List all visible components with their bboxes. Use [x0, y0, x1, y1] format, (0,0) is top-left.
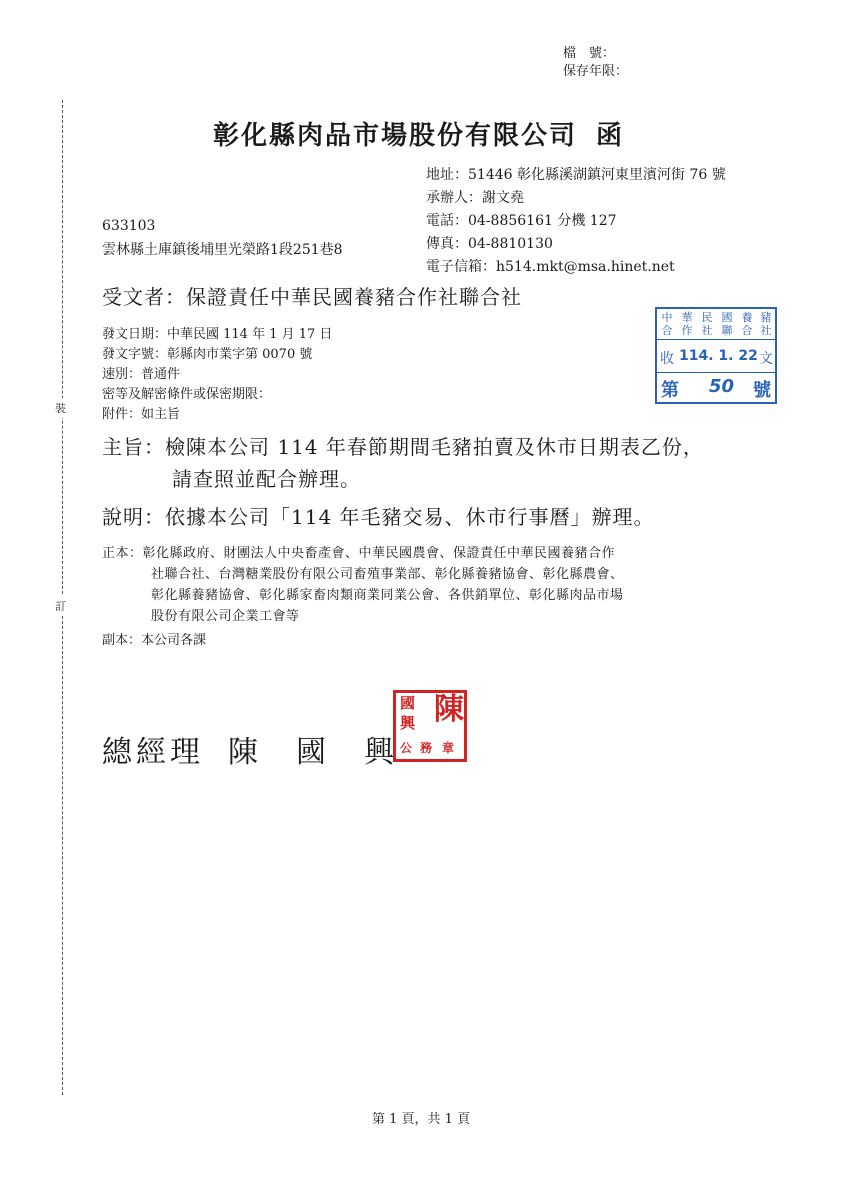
- recipients-main-line-2: 社聯合社、台灣糖業股份有限公司畜殖事業部、彰化縣養豬協會、彰化縣農會、: [151, 567, 624, 582]
- recipients-copy: 副本：本公司各課: [102, 633, 207, 648]
- seal-char: 公: [400, 741, 413, 755]
- stamp-char: 社: [760, 324, 772, 337]
- stamp-char: 養: [741, 311, 753, 324]
- page-number: 第 1 頁，共 1 頁: [372, 1112, 471, 1127]
- sender-fax: 傳真：04-8810130: [426, 236, 553, 252]
- sender-contact: 承辦人：謝文堯: [426, 190, 524, 206]
- receipt-stamp-number-row: [657, 373, 775, 401]
- subject-line-2: 請查照並配合辦理。: [172, 467, 361, 491]
- stamp-char: 合: [741, 324, 753, 337]
- recipients-main-line-1: 正本：彰化縣政府、財團法人中央畜產會、中華民國農會、保證責任中華民國養豬合作: [102, 546, 616, 561]
- issue-number: 發文字號：彰縣肉市業字第 0070 號: [102, 347, 313, 362]
- signature-name: 陳 國 興: [228, 735, 398, 770]
- sender-address: 地址：51446 彰化縣溪湖鎮河東里濱河街 76 號: [426, 167, 726, 183]
- binding-mark-zhuang: 裝: [55, 398, 66, 418]
- doc-type: 函: [596, 121, 623, 151]
- official-seal: [393, 690, 467, 762]
- recipient-address: 雲林縣土庫鎮後埔里光榮路1段251巷8: [102, 242, 343, 258]
- recipient-postcode: 633103: [102, 218, 156, 234]
- recipients-main-line-4: 股份有限公司企業工會等: [151, 609, 300, 624]
- sender-phone: 電話：04-8856161 分機 127: [426, 213, 617, 229]
- stamp-char: 社: [701, 324, 713, 337]
- seal-char: 興: [400, 714, 416, 732]
- receipt-stamp-date-row: [657, 340, 775, 373]
- signature-title: 總經理: [102, 735, 204, 770]
- archive-retention-label: 保存年限：: [563, 64, 629, 79]
- stamp-doc-char: 文: [759, 351, 773, 367]
- stamp-no-prefix: 第: [661, 380, 679, 401]
- sender-email: 電子信箱：h514.mkt@msa.hinet.net: [426, 259, 675, 275]
- stamp-char: 作: [681, 324, 693, 337]
- receipt-stamp-header: [657, 309, 775, 340]
- stamp-char: 聯: [721, 324, 733, 337]
- stamp-char: 國: [721, 311, 733, 324]
- recipient: 受文者：保證責任中華民國養豬合作社聯合社: [102, 285, 522, 309]
- stamp-no-suffix: 號: [753, 380, 771, 401]
- company-name: 彰化縣肉品市場股份有限公司: [213, 121, 578, 151]
- binding-mark-ding: 訂: [55, 596, 66, 616]
- stamp-char: 中: [661, 311, 673, 324]
- archive-file-no-label: 檔 號：: [563, 46, 616, 61]
- attachment: 附件：如主旨: [102, 407, 181, 422]
- receipt-stamp: [655, 307, 777, 404]
- stamp-received-char: 收: [660, 351, 674, 367]
- explanation: 說明：依據本公司「114 年毛豬交易、休市行事曆」辦理。: [102, 505, 655, 529]
- seal-char: 陳: [434, 692, 464, 727]
- stamp-received-date: 114. 1. 22: [679, 348, 758, 364]
- recipients-main-line-3: 彰化縣養豬協會、彰化縣家畜肉類商業同業公會、各供銷單位、彰化縣肉品市場: [151, 588, 624, 603]
- stamp-no-value: 50: [709, 376, 735, 397]
- seal-char: 章: [442, 741, 455, 755]
- seal-char: 務: [420, 741, 433, 755]
- stamp-char: 華: [681, 311, 693, 324]
- delivery-speed: 速別：普通件: [102, 367, 181, 382]
- subject-line-1: 主旨：檢陳本公司 114 年春節期間毛豬拍賣及休市日期表乙份，: [102, 435, 704, 459]
- stamp-char: 合: [661, 324, 673, 337]
- security-level: 密等及解密條件或保密期限：: [102, 387, 272, 402]
- stamp-char: 民: [701, 311, 713, 324]
- stamp-char: 豬: [760, 311, 772, 324]
- seal-char: 國: [400, 694, 416, 712]
- issue-date: 發文日期：中華民國 114 年 1 月 17 日: [102, 327, 333, 342]
